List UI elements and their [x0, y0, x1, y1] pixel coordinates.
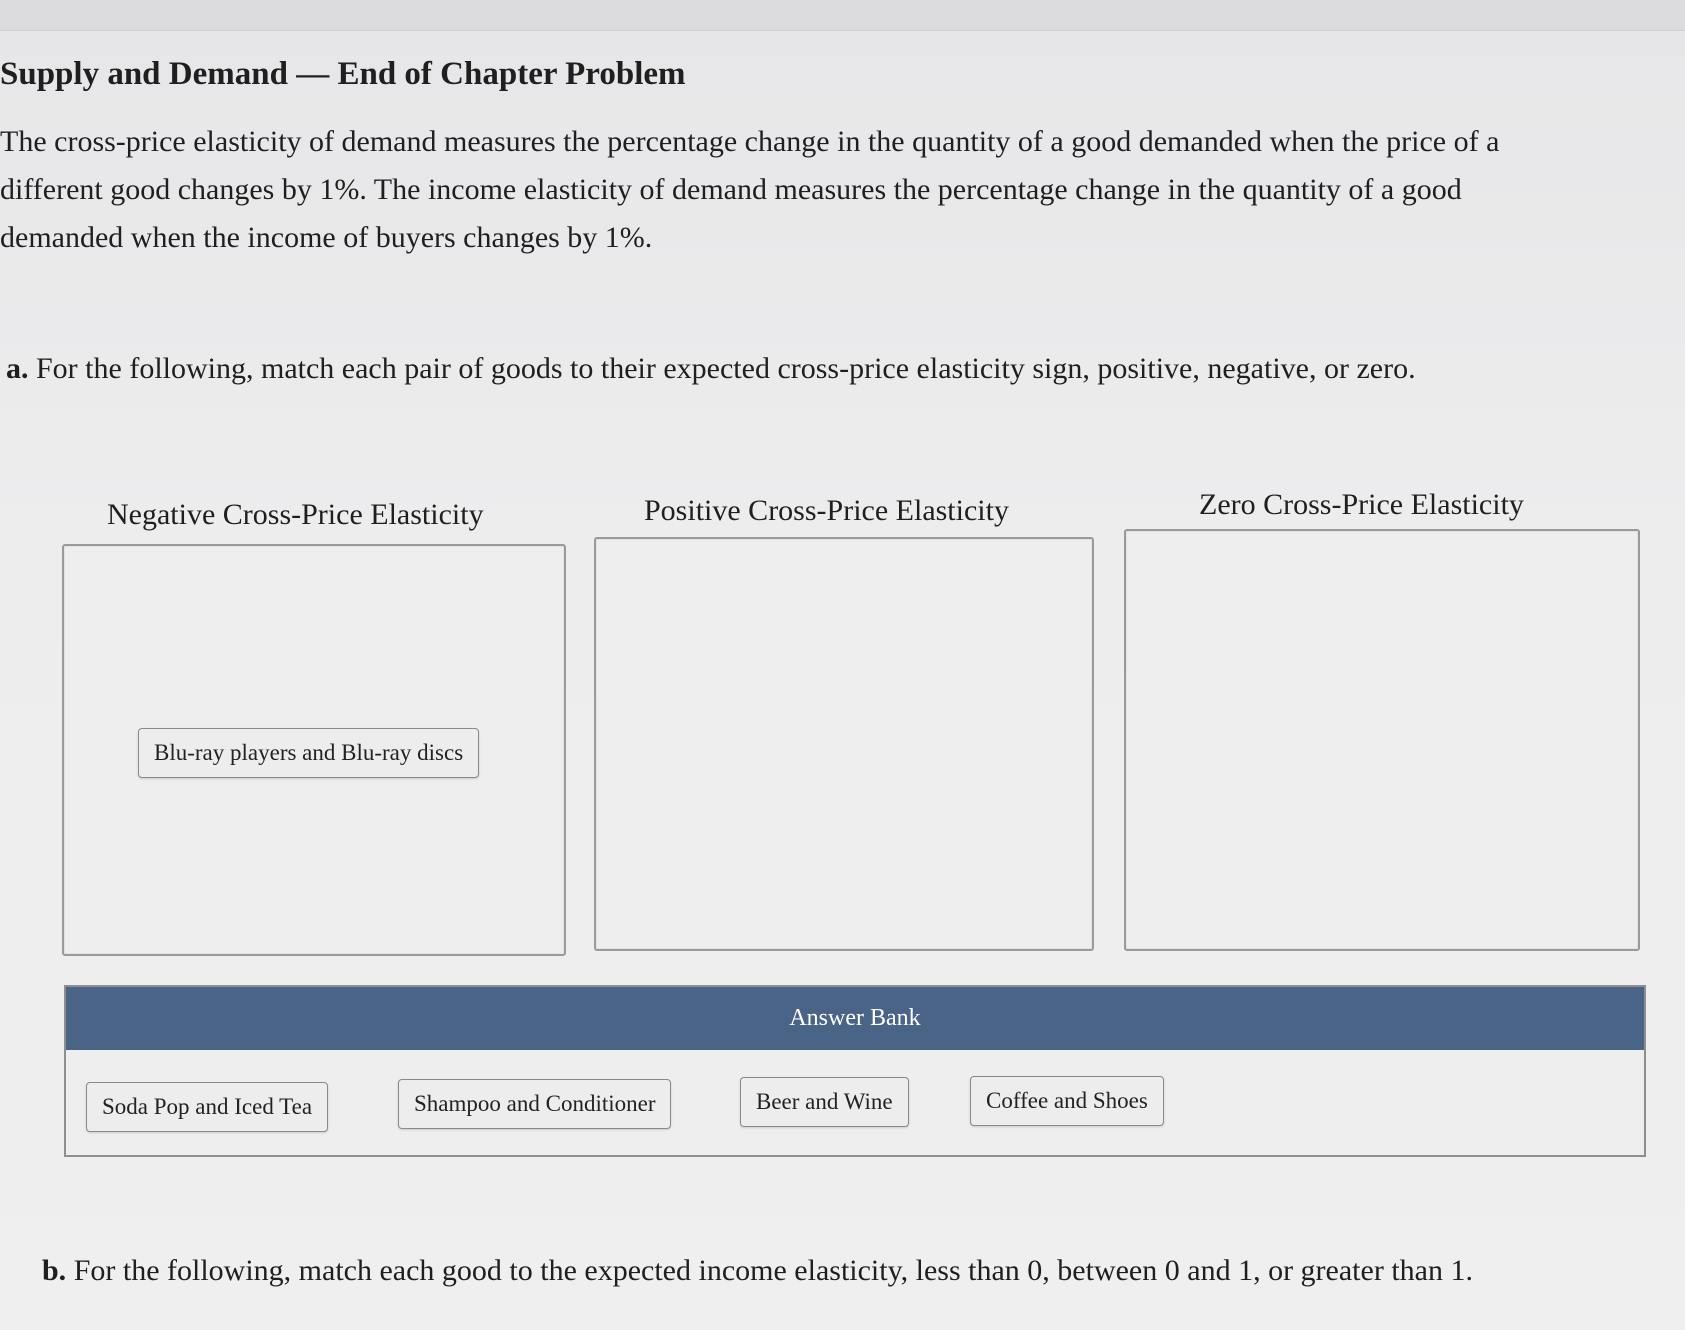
category-label-zero: Zero Cross-Price Elasticity [1199, 488, 1524, 521]
intro-text [0, 118, 1650, 262]
category-label-negative: Negative Cross-Price Elasticity [107, 498, 484, 531]
top-bar [0, 0, 1685, 31]
intro-line-3: demanded when the income of buyers changes by 1%. [0, 221, 653, 254]
intro-line-2: different good changes by 1%. The income elasticity of demand measures the percentage change in the quantity of a good [0, 173, 1462, 206]
part-a-text: For the following, match each pair of goods to their expected cross-price elasticity sign, positive, negative, or zero. [36, 352, 1416, 385]
part-b-text: For the following, match each good to the expected income elasticity, less than 0, between 0 and 1, or greater than 1. [73, 1254, 1473, 1287]
category-label-positive: Positive Cross-Price Elasticity [644, 494, 1009, 527]
page-title: Supply and Demand — End of Chapter Problem [0, 56, 686, 92]
part-a-question [6, 352, 1416, 386]
dropzone-zero[interactable] [1124, 529, 1640, 951]
chip-soda-pop-iced-tea[interactable]: Soda Pop and Iced Tea [86, 1082, 328, 1132]
part-a-label: a. [6, 352, 29, 385]
chip-beer-wine[interactable]: Beer and Wine [740, 1077, 909, 1127]
dropzone-negative[interactable] [62, 544, 566, 956]
answer-bank[interactable] [64, 985, 1646, 1157]
chip-coffee-shoes[interactable]: Coffee and Shoes [970, 1076, 1164, 1126]
intro-line-1: The cross-price elasticity of demand measures the percentage change in the quantity of a good demanded when the price of a [0, 125, 1500, 158]
answer-bank-header: Answer Bank [66, 987, 1644, 1050]
chip-shampoo-conditioner[interactable]: Shampoo and Conditioner [398, 1079, 671, 1129]
dropzone-positive[interactable] [594, 537, 1094, 951]
part-b-question [42, 1254, 1473, 1288]
chip-bluray[interactable]: Blu-ray players and Blu-ray discs [138, 728, 479, 778]
part-b-label: b. [42, 1254, 67, 1287]
